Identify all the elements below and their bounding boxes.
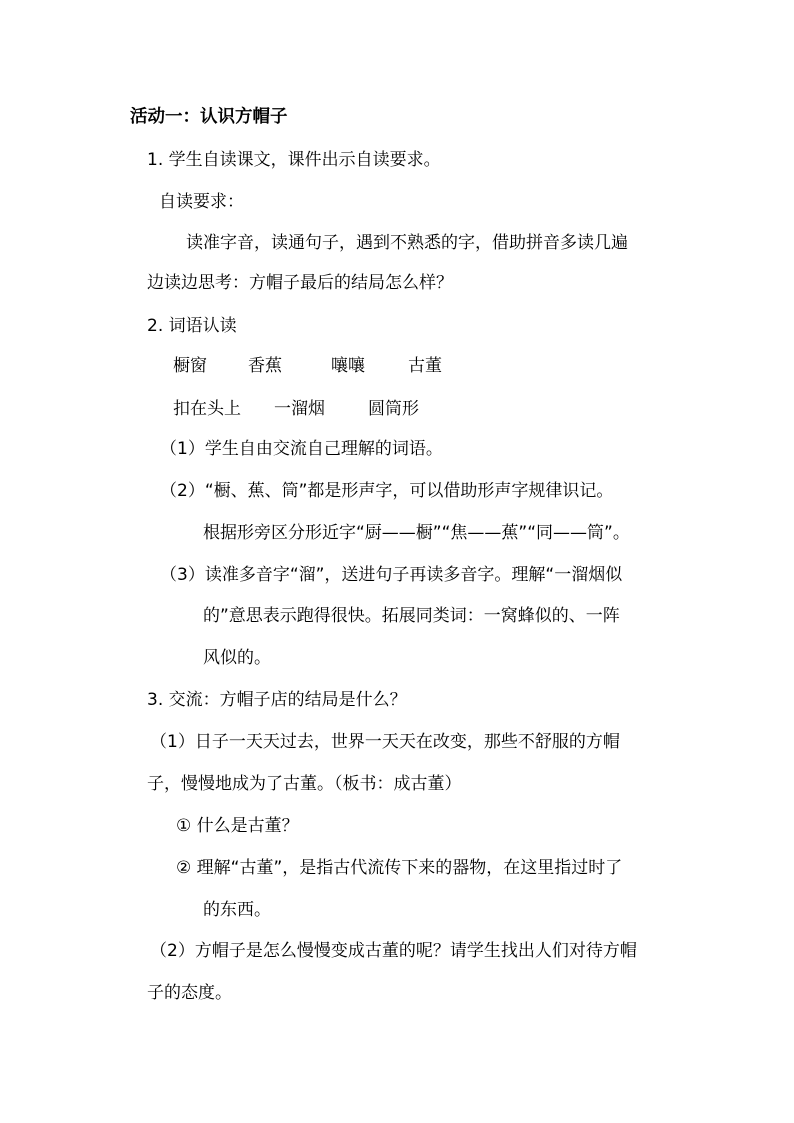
vocab-word: 扣在头上 <box>173 399 241 419</box>
vocab-word: 橱窗 <box>173 356 207 376</box>
section-heading: 活动一：认识方帽子 <box>130 107 288 127</box>
reading-requirement-line-1: 读准字音，读通句子，遇到不熟悉的字，借助拼音多读几遍 <box>186 233 628 253</box>
reading-requirement-line-2: 边读边思考：方帽子最后的结局怎么样？ <box>147 273 453 293</box>
step-2-item-3-line-3: 风似的。 <box>203 648 271 668</box>
step-2-title: 2. 词语认读 <box>147 316 237 336</box>
step-3-sub-2-line-2: 的东西。 <box>203 900 271 920</box>
vocab-word: 古董 <box>408 356 442 376</box>
step-2-item-3-line-1: （3）读准多音字“溜”，送进句子再读多音字。理解“一溜烟似 <box>160 565 623 585</box>
vocab-word: 嚷嚷 <box>331 356 365 376</box>
step-3-item-2-line-1: （2）方帽子是怎么慢慢变成古董的呢？请学生找出人们对待方帽 <box>150 941 637 961</box>
step-3-item-2-line-2: 子的态度。 <box>147 983 232 1003</box>
vocab-word: 圆筒形 <box>368 399 419 419</box>
step-2-item-3-line-2: 的”意思表示跑得很快。拓展同类词：一窝蜂似的、一阵 <box>203 606 620 626</box>
step-3-title: 3. 交流：方帽子店的结局是什么？ <box>147 690 407 710</box>
step-3-item-1-line-2: 子，慢慢地成为了古董。（板书：成古董） <box>147 774 462 794</box>
reading-requirement-label: 自读要求： <box>159 192 244 212</box>
vocab-word: 香蕉 <box>248 356 282 376</box>
step-2-item-1: （1）学生自由交流自己理解的词语。 <box>160 439 443 459</box>
step-3-sub-1: ① 什么是古董？ <box>176 816 299 836</box>
step-1-title: 1. 学生自读课文，课件出示自读要求。 <box>147 150 441 170</box>
step-2-item-2-line-1: （2）“橱、蕉、筒”都是形声字，可以借助形声字规律识记。 <box>160 481 614 501</box>
step-2-item-2-line-2: 根据形旁区分形近字“厨——橱”“焦——蕉”“同——筒”。 <box>203 523 630 543</box>
step-3-item-1-line-1: （1）日子一天天过去，世界一天天在改变，那些不舒服的方帽 <box>150 732 620 752</box>
vocab-word: 一溜烟 <box>274 399 325 419</box>
step-3-sub-2-line-1: ② 理解“古董”，是指古代流传下来的器物，在这里指过时了 <box>176 858 623 878</box>
